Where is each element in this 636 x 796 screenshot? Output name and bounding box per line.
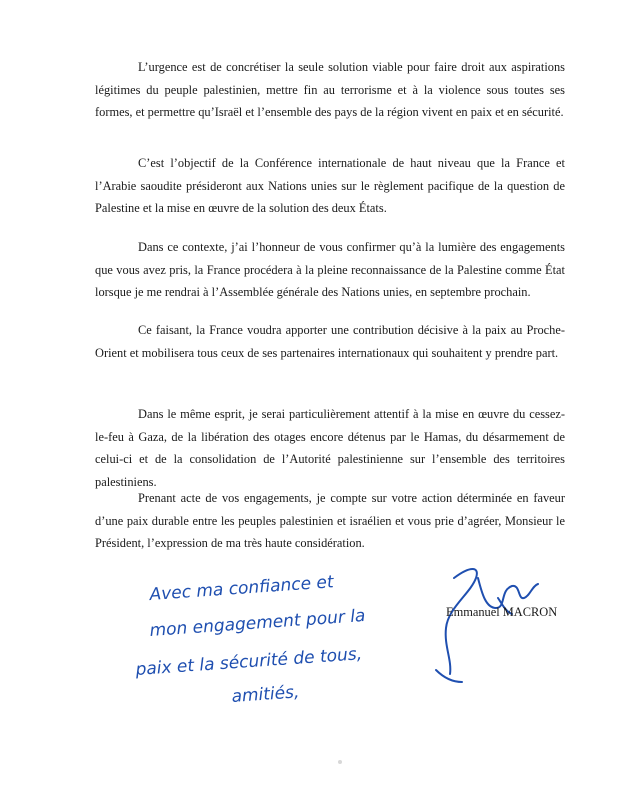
paragraph-6: Prenant acte de vos engagements, je compte sur votre action déterminée en faveur d’une paix durable entre les peuples palestinien et israélien et vous prie d’agréer, Monsieur le Président, l’expression de ma très haute considération. (95, 491, 565, 550)
handwritten-note (134, 572, 366, 707)
paragraph-4: Ce faisant, la France voudra apporter une contribution décisive à la paix au Proche-Orient et mobilisera tous ceux de ses partenaires internationaux qui souhaitent y prendre part. (95, 323, 565, 360)
paragraph-1: L’urgence est de concrétiser la seule solution viable pour faire droit aux aspirations légitimes du peuple palestinien, mettre fin au terrorisme et à la violence sous toutes ses formes, et permettre qu’Israël et l’ensemble des pays de la région vivent en paix et en sécurité. (95, 60, 565, 119)
signature-icon (436, 569, 538, 682)
handwritten-note-line-2: mon engagement pour la (148, 605, 367, 641)
handwritten-note-line-1: Avec ma confiance et (148, 572, 335, 605)
paragraph-5: Dans le même esprit, je serai particulièrement attentif à la mise en œuvre du cessez-le-feu à Gaza, de la libération des otages encore détenus par le Hamas, du désarmement de celui-ci et de la consolidation de l’Autorité palestinienne sur l’ensemble des territoires palestiniens. (95, 407, 565, 489)
paragraph-2: C’est l’objectif de la Conférence internationale de haut niveau que la France et l’Arabie saoudite présideront aux Nations unies sur le règlement pacifique de la question de Palestine et la mise en œuvre de la solution des deux États. (95, 156, 565, 215)
signatory-name: Emmanuel MACRON (446, 605, 558, 619)
page-mark (338, 760, 342, 764)
handwritten-note-line-4: amitiés, (230, 682, 300, 707)
paragraph-3: Dans ce contexte, j’ai l’honneur de vous confirmer qu’à la lumière des engagements que vous avez pris, la France procédera à la pleine reconnaissance de la Palestine comme État lorsque je me rendrai à l’Assemblée générale des Nations unies, en septembre prochain. (95, 240, 565, 299)
handwritten-note-line-3: paix et la sécurité de tous, (134, 644, 363, 680)
